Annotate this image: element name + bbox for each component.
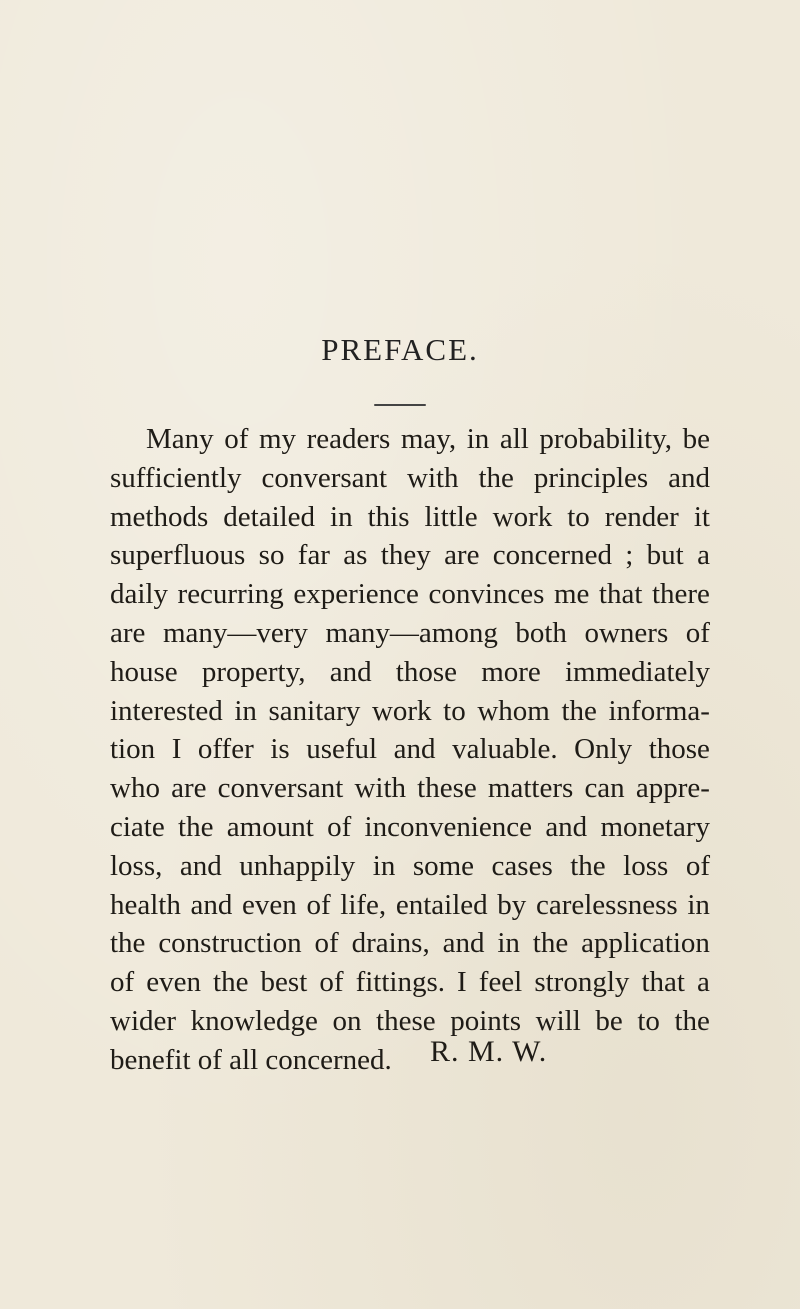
paragraph-line: [110, 924, 710, 963]
word: convinces: [428, 578, 545, 611]
word: superfluous: [110, 539, 246, 572]
word: house: [110, 655, 178, 688]
word: the: [478, 461, 514, 494]
word: the: [532, 927, 569, 960]
word: entailed: [395, 888, 488, 921]
word: with: [407, 461, 459, 494]
word: and: [668, 461, 710, 494]
word: work: [371, 694, 432, 727]
word: to: [637, 1004, 660, 1037]
word: can: [584, 772, 625, 805]
word: matters: [487, 772, 574, 805]
word: the: [110, 927, 146, 960]
word: many—very: [162, 616, 308, 649]
word: these: [376, 1004, 436, 1037]
word: the: [570, 849, 606, 882]
word: may,: [400, 423, 457, 455]
page-title: PREFACE.: [321, 332, 479, 367]
paragraph-line: [110, 692, 710, 731]
word: ;: [625, 539, 634, 572]
word: immediately: [565, 655, 710, 688]
word: some: [412, 849, 475, 882]
paragraph-line: [110, 459, 710, 498]
word: in: [466, 423, 490, 455]
word: of: [685, 616, 710, 649]
word: daily: [110, 578, 168, 611]
word: probability,: [539, 423, 673, 455]
author-initials: R. M. W.: [430, 1035, 548, 1068]
word: carelessness: [535, 888, 678, 921]
word: many—among: [325, 616, 498, 649]
title-divider: [374, 404, 426, 406]
paragraph-line: [110, 769, 710, 808]
word: readers: [306, 423, 391, 455]
word: be: [682, 423, 710, 455]
word: I: [457, 966, 467, 999]
word: are: [110, 616, 146, 649]
word: ciate: [110, 810, 165, 843]
paragraph-line: [110, 614, 710, 653]
word: fittings.: [355, 966, 445, 999]
paragraph-line: [110, 730, 710, 769]
word: the: [674, 1004, 710, 1037]
word: the: [178, 810, 214, 843]
paragraph-line: [110, 536, 710, 575]
word: knowledge: [190, 1004, 318, 1037]
word: feel: [478, 966, 523, 999]
word: cases: [491, 849, 553, 882]
word: best: [260, 966, 308, 999]
word: property,: [201, 655, 306, 688]
preface-paragraph: [110, 420, 710, 1080]
word: informa-: [608, 694, 710, 727]
word: application: [581, 927, 710, 960]
word: and: [329, 655, 372, 688]
word: interested: [110, 694, 223, 727]
word: are: [444, 539, 480, 572]
word: strongly: [534, 966, 630, 999]
word: of: [110, 966, 135, 999]
word: inconvenience: [364, 810, 533, 843]
word: on: [332, 1004, 362, 1037]
word: in: [330, 500, 353, 533]
word: those: [648, 733, 710, 766]
word: and: [179, 849, 222, 882]
word: and: [442, 927, 485, 960]
word: amount: [226, 810, 314, 843]
word: these: [417, 772, 477, 805]
word: conversant: [261, 461, 388, 494]
word: but: [646, 539, 684, 572]
word: whom: [477, 694, 550, 727]
paragraph-line: [110, 575, 710, 614]
word: monetary: [600, 810, 710, 843]
word: me: [553, 578, 590, 611]
word: experience: [293, 578, 419, 611]
word: work: [492, 500, 553, 533]
word: recurring: [177, 578, 284, 611]
paragraph-line: [110, 420, 710, 459]
word: conversant: [217, 772, 344, 805]
word: even: [146, 966, 201, 999]
word: to: [443, 694, 466, 727]
word: the: [561, 694, 597, 727]
word: of: [327, 810, 352, 843]
word: this: [367, 500, 410, 533]
word: owners: [584, 616, 669, 649]
word: by: [497, 888, 527, 921]
word: little: [424, 500, 478, 533]
word: there: [651, 578, 710, 611]
word: my: [258, 423, 297, 455]
word: is: [270, 733, 290, 766]
word: Only: [574, 733, 633, 766]
word: in: [372, 849, 396, 882]
word: that: [641, 966, 685, 999]
word: useful: [306, 733, 378, 766]
paragraph-line: benefit of all concerned.: [110, 1043, 392, 1076]
word: a: [697, 966, 710, 999]
word: with: [354, 772, 407, 805]
word: it: [693, 500, 710, 533]
word: that: [598, 578, 643, 611]
word: construction: [158, 927, 302, 960]
paragraph-line: [110, 847, 710, 886]
word: both: [515, 616, 567, 649]
word: more: [481, 655, 541, 688]
word: detailed: [223, 500, 316, 533]
word: be: [595, 1004, 623, 1037]
paragraph-line: [110, 808, 710, 847]
word: wider: [110, 1004, 177, 1037]
word: of: [314, 927, 339, 960]
word: as: [343, 539, 368, 572]
word: a: [697, 539, 710, 572]
word: health: [110, 888, 181, 921]
word: of: [685, 849, 710, 882]
word: even: [242, 888, 297, 921]
word: Many: [146, 423, 214, 455]
word: tion: [110, 733, 156, 766]
word: methods: [110, 500, 209, 533]
word: offer: [197, 733, 254, 766]
word: loss,: [110, 849, 163, 882]
word: so: [258, 539, 285, 572]
word: valuable.: [452, 733, 558, 766]
word: who: [110, 772, 160, 805]
word: and: [393, 733, 436, 766]
paragraph-line: [110, 886, 710, 925]
word: of: [306, 888, 331, 921]
word: life,: [340, 888, 387, 921]
word: and: [190, 888, 233, 921]
word: in: [687, 888, 710, 921]
word: loss: [623, 849, 669, 882]
word: unhappily: [239, 849, 356, 882]
word: are: [171, 772, 207, 805]
word: in: [497, 927, 520, 960]
word: sufficiently: [110, 461, 242, 494]
word: sanitary: [268, 694, 361, 727]
word: will: [535, 1004, 581, 1037]
word: concerned: [492, 539, 612, 572]
word: principles: [533, 461, 649, 494]
word: render: [604, 500, 679, 533]
word: of: [319, 966, 344, 999]
paragraph-line: [110, 653, 710, 692]
word: I: [171, 733, 182, 766]
word: those: [395, 655, 457, 688]
word: in: [234, 694, 257, 727]
word: and: [545, 810, 588, 843]
word: all: [499, 423, 529, 455]
word: of: [224, 423, 249, 455]
paragraph-line: [110, 498, 710, 537]
word: they: [380, 539, 431, 572]
word: drains,: [351, 927, 430, 960]
word: far: [297, 539, 330, 572]
paragraph-line: [110, 963, 710, 1002]
word: points: [450, 1004, 522, 1037]
word: to: [567, 500, 590, 533]
word: the: [213, 966, 249, 999]
word: appre-: [635, 772, 710, 805]
